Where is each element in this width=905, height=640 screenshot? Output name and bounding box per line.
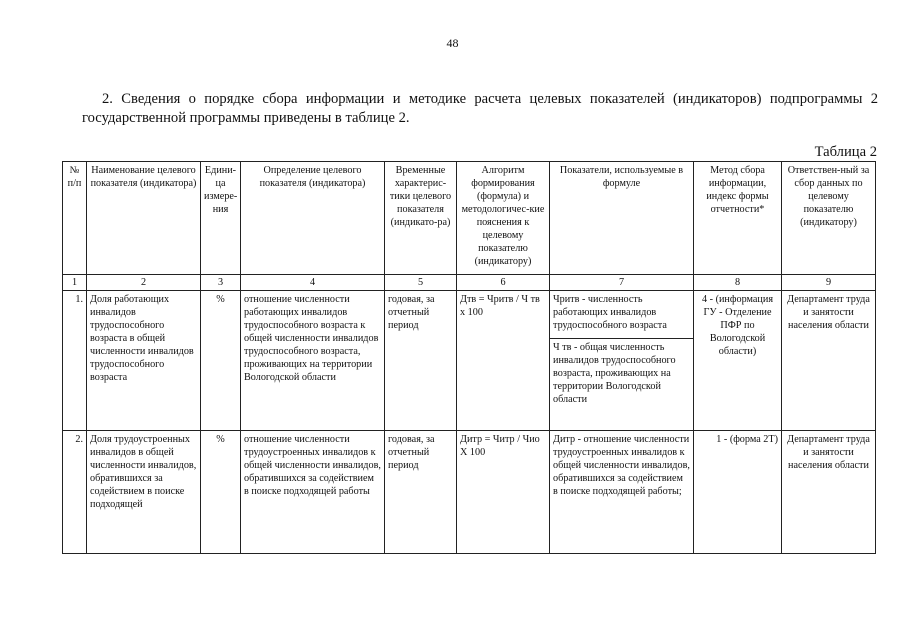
responsible: Департамент труда и занятости населения области [782, 291, 876, 431]
column-number: 6 [457, 275, 550, 291]
indicator-name: Доля работающих инвалидов трудоспособного возраста в общей численности инвалидов трудоспособного возраста [87, 291, 201, 431]
responsible: Департамент труда и занятости населения области [782, 431, 876, 554]
indicator-b: Ч тв - общая численность инвалидов трудоспособного возраста, проживающих на территории Вологодской области [553, 342, 676, 405]
table-row [63, 431, 876, 554]
indicators-table [62, 161, 876, 554]
formula: Дтв = Чритв / Ч тв х 100 [457, 291, 550, 431]
header-cell: № п/п [63, 162, 87, 275]
column-number: 3 [201, 275, 241, 291]
column-number: 2 [87, 275, 201, 291]
header-cell: Временные характерис-тики целевого показателя (индикато-ра) [385, 162, 457, 275]
definition: отношение численности работающих инвалидов трудоспособного возраста к общей численности инвалидов трудоспособного возраста, проживающих на территории Вологодской области [241, 291, 385, 431]
time-characteristics: годовая, за отчетный период [385, 431, 457, 554]
intro-paragraph: 2. Сведения о порядке сбора информации и методике расчета целевых показателей (индикаторов) подпрограммы 2 государственной программы приведены в таблице 2. [82, 91, 878, 126]
header-cell: Едини-ца измере-ния [201, 162, 241, 275]
column-number: 7 [550, 275, 694, 291]
header-row [63, 162, 876, 275]
header-cell: Определение целевого показателя (индикатора) [241, 162, 385, 275]
unit: % [201, 291, 241, 431]
formula-indicators [550, 291, 694, 431]
column-number: 8 [694, 275, 782, 291]
header-cell: Алгоритм формирования (формула) и методологичес-кие пояснения к целевому показателю (индикатору) [457, 162, 550, 275]
header-cell: Ответствен-ный за сбор данных по целевому показателю (индикатору) [782, 162, 876, 275]
formula-indicators: Дитр - отношение численности трудоустроенных инвалидов к общей численности инвалидов, обратившихся за содействием в поиске подходящей работы; [550, 431, 694, 554]
unit: % [201, 431, 241, 554]
indicator-name: Доля трудоустроенных инвалидов в общей численности инвалидов, обратившихся за содействием в поиске подходящей [87, 431, 201, 554]
table-caption: Таблица 2 [814, 144, 877, 160]
row-number: 2. [63, 431, 87, 554]
formula: Дитр = Читр / Чио Х 100 [457, 431, 550, 554]
indicator-a: Чритв - численность работающих инвалидов трудоспособного возраста [550, 291, 693, 339]
column-number-row [63, 275, 876, 291]
header-cell: Наименование целевого показателя (индикатора) [87, 162, 201, 275]
row-number: 1. [63, 291, 87, 431]
column-number: 5 [385, 275, 457, 291]
time-characteristics: годовая, за отчетный период [385, 291, 457, 431]
page-number: 48 [446, 36, 459, 50]
definition: отношение численности трудоустроенных инвалидов к общей численности инвалидов, обратившихся за содействием в поиске подходящей работы [241, 431, 385, 554]
header-cell: Показатели, используемые в формуле [550, 162, 694, 275]
column-number: 1 [63, 275, 87, 291]
table-row [63, 291, 876, 431]
column-number: 4 [241, 275, 385, 291]
column-number: 9 [782, 275, 876, 291]
collection-method: 4 - (информация ГУ - Отделение ПФР по Вологодской области) [694, 291, 782, 431]
header-cell: Метод сбора информации, индекс формы отчетности* [694, 162, 782, 275]
collection-method: 1 - (форма 2Т) [694, 431, 782, 554]
